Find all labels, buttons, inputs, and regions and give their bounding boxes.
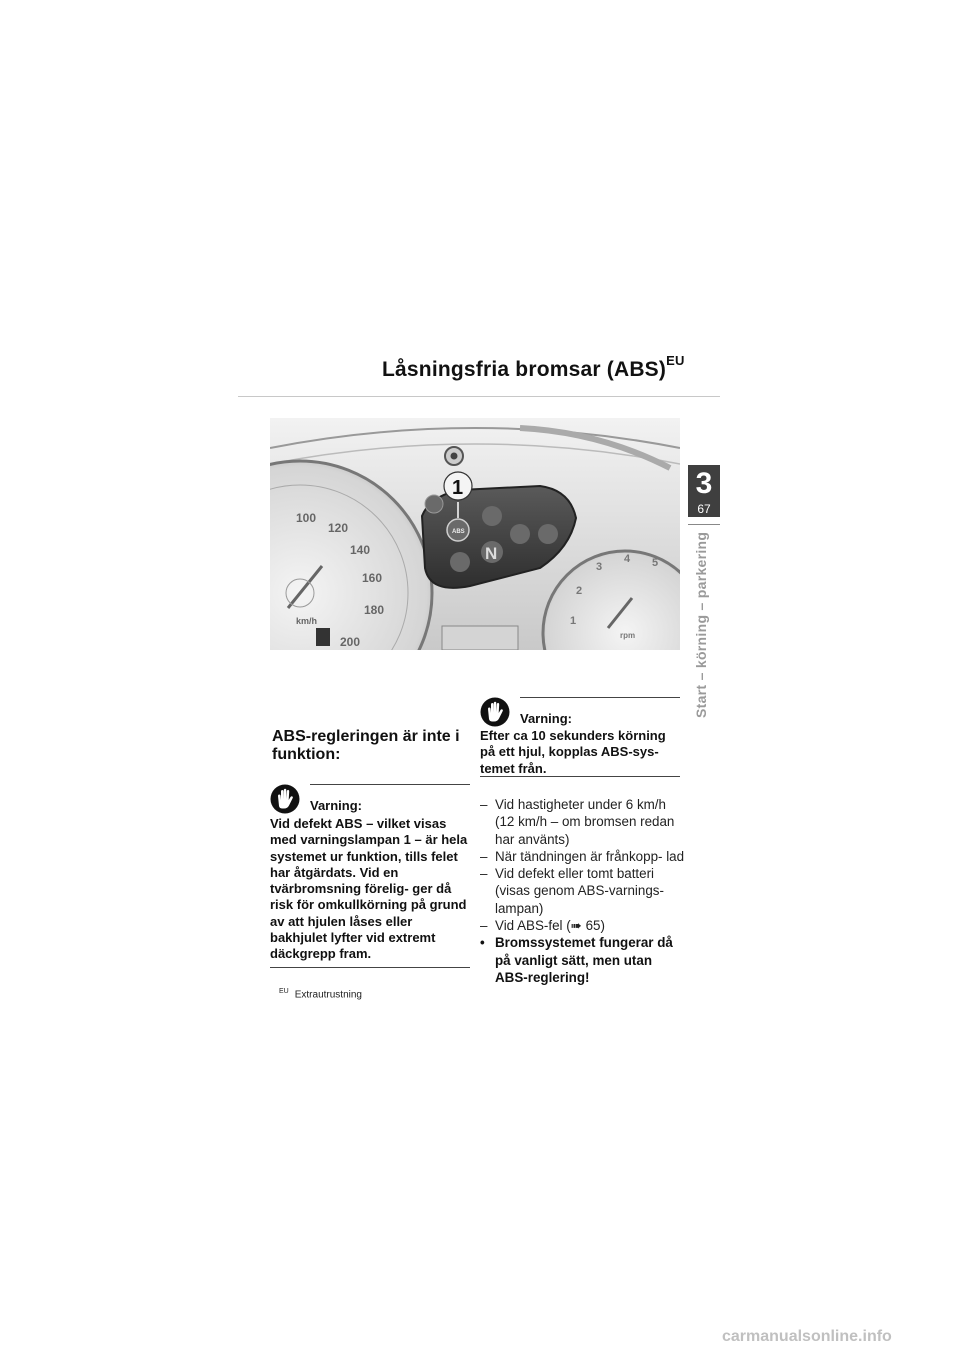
list-item: [480, 848, 685, 865]
warning-rule-top: [310, 784, 470, 785]
tacho-tick: 2: [576, 585, 583, 597]
page-title: Låsningsfria bromsar (ABS)$^{EU}$: [382, 353, 685, 381]
warning-hand-icon: [480, 697, 510, 727]
list-marker: –: [480, 797, 488, 812]
list-marker: –: [480, 918, 488, 934]
watermark: carmanualsonline.info: [722, 1328, 892, 1345]
title-rule: [238, 396, 720, 397]
title-superscript: EU: [666, 353, 685, 368]
warning-label: Varning:: [310, 798, 363, 813]
speedo-tick: 180: [364, 603, 385, 617]
tacho-tick: 5: [652, 557, 659, 569]
side-rule: [688, 524, 720, 525]
list-item: [480, 917, 685, 934]
chapter-tab: [688, 465, 720, 517]
tacho-unit: rpm: [620, 631, 636, 640]
speedo-tick: 120: [328, 521, 349, 535]
footnote-text: Extrautrustning: [294, 989, 362, 1001]
list-marker: –: [480, 848, 488, 864]
callout-number: 1: [452, 477, 464, 499]
instrument-cluster-photo: [270, 418, 680, 650]
tacho-tick: 4: [624, 553, 631, 565]
speedo-tick: 100: [296, 511, 317, 525]
warning-label: Varning:: [520, 711, 573, 726]
speedo-tick: 160: [362, 571, 383, 585]
footnote-mark: EU: [279, 988, 289, 995]
warning-box-right: [480, 697, 680, 779]
warning-box-left: [270, 784, 470, 970]
tacho-tick: 1: [570, 615, 577, 627]
section-heading: ABS-regleringen är inte i funktion:: [272, 728, 460, 763]
list-item: [480, 796, 685, 848]
warning-hand-icon: [270, 784, 300, 814]
section-name: Start – körning – parkering: [693, 532, 709, 719]
speedo-tick: 200: [340, 635, 361, 649]
condition-list: [480, 796, 685, 986]
list-item-bold: [480, 934, 685, 986]
list-marker: –: [480, 866, 488, 882]
warning-text: Vid defekt ABS – vilket visas med varningslampan 1 – är hela systemet ur funktion, tills felet har åtgärdats. Vid en tvärbromsning förelig- ger då risk för omkullkörning på grund av att hjulen låses eller bakhjulet lyfter vid extremt däckgrepp fram.: [270, 816, 468, 962]
chapter-number: 3: [695, 467, 713, 500]
list-item-text: Vid ABS-fel (➠ 65): [495, 918, 605, 934]
abs-lamp-label: ABS: [452, 529, 465, 535]
page-number: 67: [697, 502, 711, 516]
list-marker: •: [480, 935, 485, 951]
speedo-unit: km/h: [296, 616, 318, 626]
warning-rule-top: [520, 697, 680, 698]
warning-rule-bottom: [270, 967, 470, 968]
list-item-text: Vid defekt eller tomt batteri (visas genom ABS-varnings- lampan): [495, 866, 664, 916]
footnote: [279, 988, 362, 1000]
list-item: [480, 865, 685, 917]
warning-rule-bottom: [480, 776, 680, 777]
list-item-text: Vid hastigheter under 6 km/h (12 km/h – om bromsen redan har använts): [495, 797, 675, 847]
speedo-tick: 140: [350, 543, 371, 557]
warning-text: Efter ca 10 sekunders körning på ett hjul, kopplas ABS-sys- temet från.: [480, 728, 666, 776]
tacho-tick: 3: [596, 561, 603, 573]
list-item-text: Bromssystemet fungerar då på vanligt sätt, men utan ABS-reglering!: [495, 935, 673, 985]
neutral-lamp-label: N: [485, 544, 498, 563]
list-item-text: När tändningen är frånkopp- lad: [495, 848, 685, 864]
